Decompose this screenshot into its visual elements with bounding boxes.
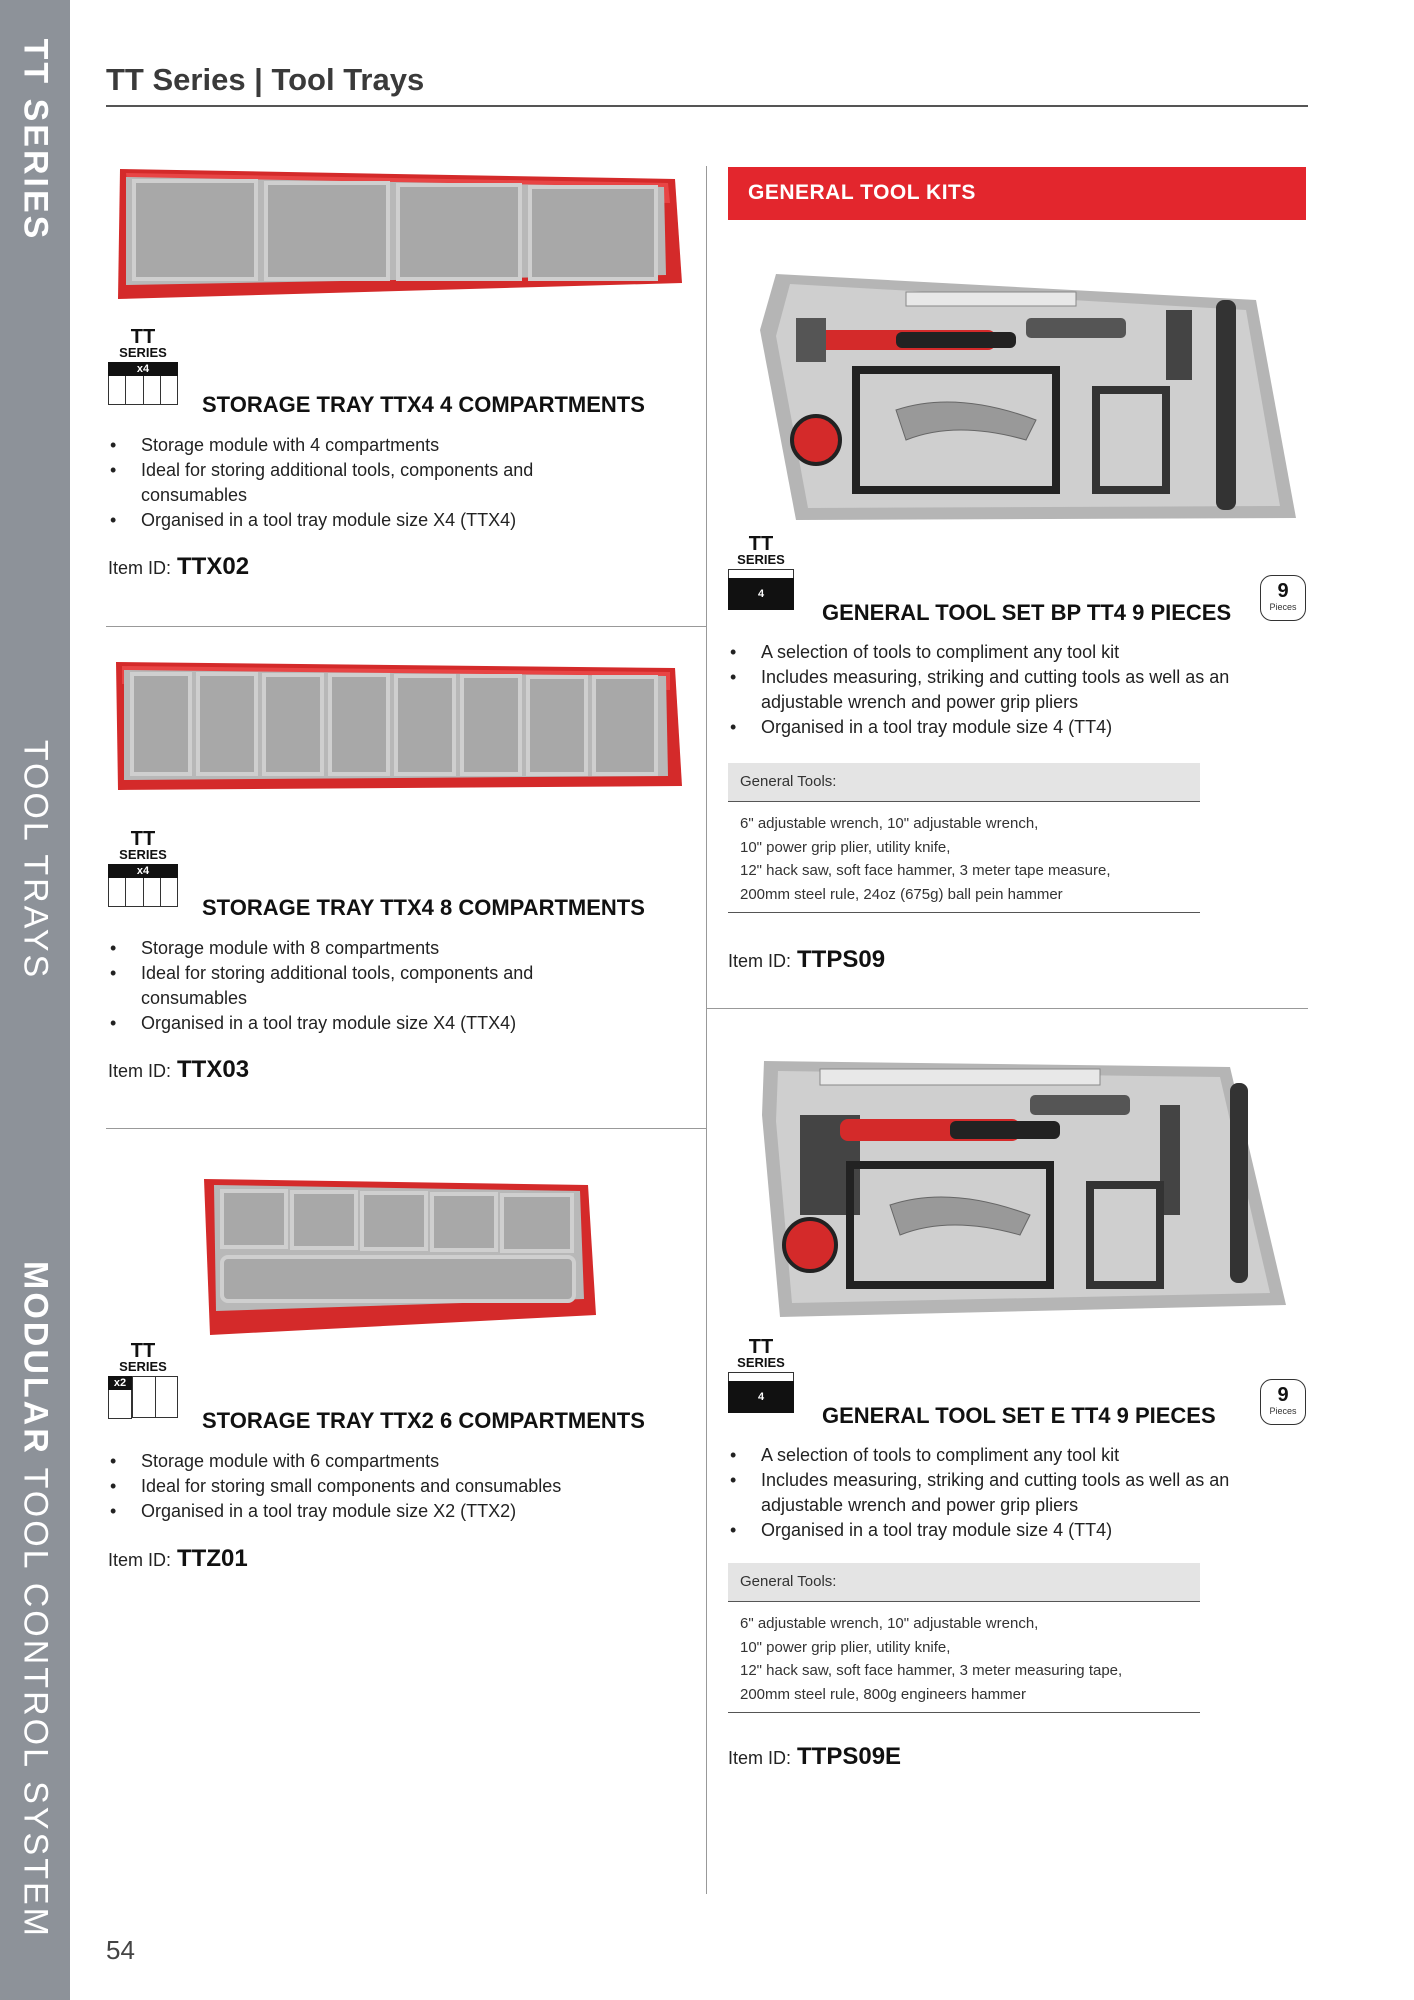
general-tools-box [728,1563,1200,1713]
feature-list [108,936,608,1036]
feature-list [728,1443,1308,1543]
tray-ttx4-4-image [110,165,685,305]
list-item: • Organised in a tool tray module size X4 (TTX4) [108,508,608,533]
tray-ttx4-8-image [110,658,685,793]
sidebar-label-bottom: MODULAR TOOL CONTROL SYSTEM [16,1261,55,1939]
tools-line: 12" hack saw, soft face hammer, 3 meter measuring tape, [740,1662,1123,1679]
product-title: STORAGE TRAY TTX4 4 COMPARTMENTS [202,392,645,417]
list-item: • Organised in a tool tray module size X4 (TTX4) [108,1011,608,1036]
list-item: • Organised in a tool tray module size 4 (TT4) [728,715,1308,740]
list-item: • Ideal for storing additional tools, components and consumables [108,458,608,508]
tool-set-e-image [760,1055,1290,1320]
row-divider [106,626,706,627]
tool-set-bp-image [756,270,1301,530]
tray-ttx2-6-image [200,1175,600,1340]
tools-line: 10" power grip plier, utility knife, [740,838,951,856]
list-item: • Includes measuring, striking and cutting tools as well as an adjustable wrench and power grip pliers [728,1468,1308,1518]
section-banner: GENERAL TOOL KITS [728,167,1306,220]
item-id: Item ID: TTZ01 [108,1545,248,1572]
tt-series-badge: TT SERIES 4 [728,535,794,610]
sidebar-label-top: TT SERIES [16,38,55,242]
list-item: • Storage module with 6 compartments [108,1449,648,1474]
list-item: • Organised in a tool tray module size X2 (TTX2) [108,1499,648,1524]
product-title: STORAGE TRAY TTX4 8 COMPARTMENTS [202,895,645,920]
list-item: • Organised in a tool tray module size 4 (TT4) [728,1518,1308,1543]
tools-line: 10" power grip plier, utility knife, [740,1638,951,1656]
tt-series-badge: TT SERIES x4 [108,830,178,907]
list-item: • A selection of tools to compliment any tool kit [728,1443,1308,1468]
list-item: • Storage module with 4 compartments [108,433,608,458]
page-title: TT Series | Tool Trays [106,62,425,97]
list-item: • Ideal for storing additional tools, components and consumables [108,961,608,1011]
item-id: Item ID: TTPS09E [728,1743,902,1770]
item-id: Item ID: TTX02 [108,553,250,580]
item-id: Item ID: TTPS09 [728,946,886,973]
pieces-badge: 9 Pieces [1260,1379,1306,1425]
product-title: GENERAL TOOL SET BP TT4 9 PIECES [822,600,1232,625]
product-title: STORAGE TRAY TTX2 6 COMPARTMENTS [202,1408,645,1433]
general-tools-header: General Tools: [728,763,1200,802]
tt-series-badge: TT SERIES x4 [108,328,178,405]
row-divider [707,1008,1308,1009]
row-divider [106,1128,706,1129]
list-item: • Storage module with 8 compartments [108,936,608,961]
sidebar-label-middle: TOOL TRAYS [16,739,55,981]
page-number: 54 [106,1935,135,1965]
tools-line: 200mm steel rule, 800g engineers hammer [740,1685,1026,1703]
general-tools-header: General Tools: [728,1563,1200,1602]
general-tools-box [728,763,1200,913]
list-item: • Ideal for storing small components and consumables [108,1474,648,1499]
tools-line: 6" adjustable wrench, 10" adjustable wrench, [740,815,1039,832]
tt-series-badge: TT SERIES x2 [108,1342,178,1418]
sidebar [0,0,70,2000]
column-divider [706,166,707,1894]
tools-line: 12" hack saw, soft face hammer, 3 meter tape measure, [740,862,1111,879]
feature-list [108,433,608,533]
list-item: • A selection of tools to compliment any tool kit [728,640,1308,665]
pieces-badge: 9 Pieces [1260,575,1306,621]
item-id: Item ID: TTX03 [108,1056,250,1083]
feature-list [728,640,1308,740]
product-title: GENERAL TOOL SET E TT4 9 PIECES [822,1403,1216,1428]
tools-line: 6" adjustable wrench, 10" adjustable wrench, [740,1615,1039,1632]
title-divider [106,105,1308,107]
tools-line: 200mm steel rule, 24oz (675g) ball pein hammer [740,885,1063,903]
feature-list [108,1449,648,1524]
list-item: • Includes measuring, striking and cutting tools as well as an adjustable wrench and power grip pliers [728,665,1308,715]
tt-series-badge: TT SERIES 4 [728,1338,794,1413]
